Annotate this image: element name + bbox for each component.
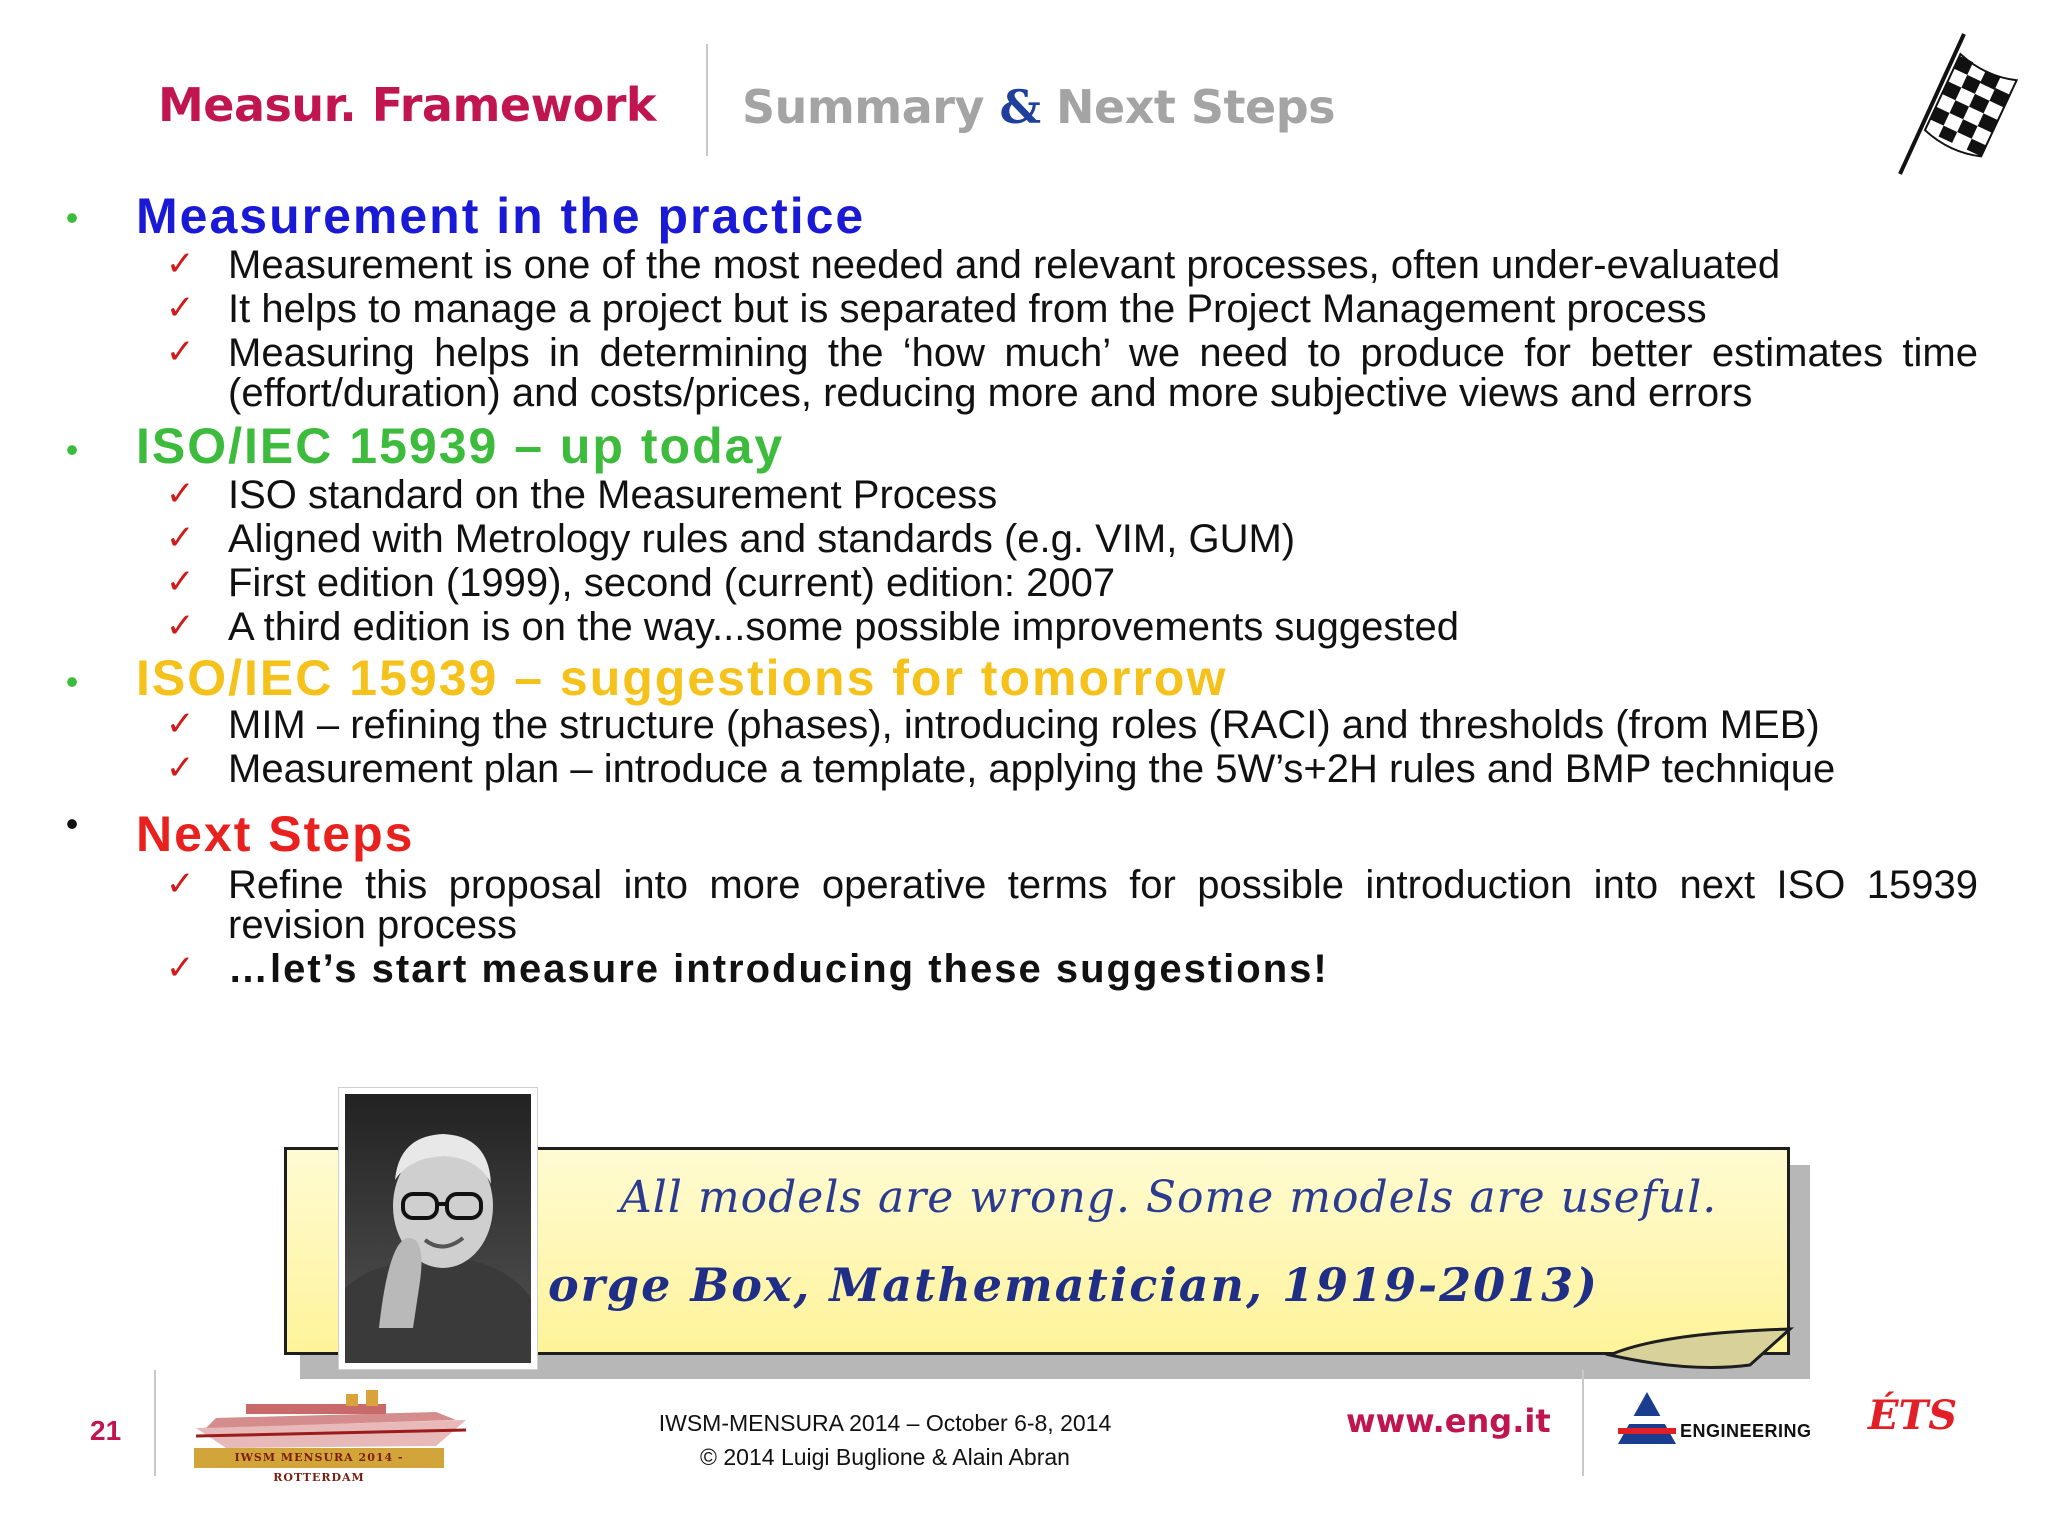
checkered-flag-icon <box>1896 28 2026 178</box>
section-title-practice: Measurement in the practice <box>136 188 866 244</box>
checkmark-icon: ✓ <box>166 332 195 372</box>
checkmark-icon: ✓ <box>166 244 195 284</box>
copyright-line: © 2014 Luigi Buglione & Alain Abran <box>700 1444 1070 1470</box>
conference-line: IWSM-MENSURA 2014 – October 6-8, 2014 <box>658 1410 1112 1436</box>
section-label: Measur. Framework <box>158 78 656 132</box>
checkmark-icon: ✓ <box>166 288 195 328</box>
checkmark-icon: ✓ <box>166 606 195 646</box>
list-item: Measuring helps in determining the ‘how much’ we need to produce for better estimates time (effort/duration) and costs/prices, reducing more and more subjective views and errors <box>228 331 1978 415</box>
bullet-dot-icon: • <box>65 429 79 470</box>
list-item: …let’s start measure introducing these suggestions! <box>228 947 1329 991</box>
slide-title: Summary & Next Steps <box>742 80 1336 134</box>
section-title-iso-today: ISO/IEC 15939 – up today <box>136 418 785 474</box>
ets-logo: ÉTS <box>1868 1392 1958 1439</box>
list-item: ISO standard on the Measurement Process <box>228 473 998 517</box>
engineering-logo-icon <box>1614 1388 1680 1448</box>
checkmark-icon: ✓ <box>166 704 195 744</box>
footer-divider <box>1582 1370 1584 1476</box>
page-number: 21 <box>90 1415 122 1446</box>
checkmark-icon: ✓ <box>166 562 195 602</box>
list-item: Measurement plan – introduce a template, applying the 5W’s+2H rules and BMP technique <box>228 747 1836 791</box>
bullet-dot-icon: • <box>65 197 79 238</box>
portrait-image <box>339 1088 537 1369</box>
footer-divider <box>154 1370 156 1476</box>
checkmark-icon: ✓ <box>166 948 195 988</box>
bullet-dot-icon: • <box>65 661 79 702</box>
company-url-link[interactable]: www.eng.it <box>1346 1402 1551 1440</box>
list-item: Refine this proposal into more operative terms for possible introduction into next ISO 15939 revision process <box>228 863 1978 947</box>
checkmark-icon: ✓ <box>166 748 195 788</box>
footer-conference <box>560 1406 1210 1474</box>
header-divider <box>706 44 708 156</box>
checkmark-icon: ✓ <box>166 864 195 904</box>
section-title-next-steps: Next Steps <box>136 806 415 862</box>
list-item: It helps to manage a project but is separated from the Project Management process <box>228 287 1707 331</box>
list-item: Aligned with Metrology rules and standards (e.g. VIM, GUM) <box>228 517 1296 561</box>
engineering-logo-text: ENGINEERING <box>1680 1421 1812 1441</box>
list-item: A third edition is on the way...some possible improvements suggested <box>228 605 1460 649</box>
list-item: MIM – refining the structure (phases), introducing roles (RACI) and thresholds (from MEB) <box>228 703 1820 747</box>
list-item: First edition (1999), second (current) edition: 2007 <box>228 561 1116 605</box>
portrait-photo <box>338 1087 538 1370</box>
quote-author: orge Box, Mathematician, 1919-2013) <box>548 1258 1599 1312</box>
ship-banner: IWSM MENSURA 2014 - ROTTERDAM <box>194 1448 444 1468</box>
checkmark-icon: ✓ <box>166 474 195 514</box>
list-item: Measurement is one of the most needed and relevant processes, often under-evaluated <box>228 243 1781 287</box>
bullet-dot-icon: • <box>65 803 79 844</box>
ship-logo-icon <box>186 1388 476 1450</box>
quote-text: All models are wrong. Some models are useful. <box>620 1172 1718 1223</box>
page-curl-icon <box>1600 1325 1800 1385</box>
section-title-iso-tomorrow: ISO/IEC 15939 – suggestions for tomorrow <box>136 650 1228 706</box>
checkmark-icon: ✓ <box>166 518 195 558</box>
